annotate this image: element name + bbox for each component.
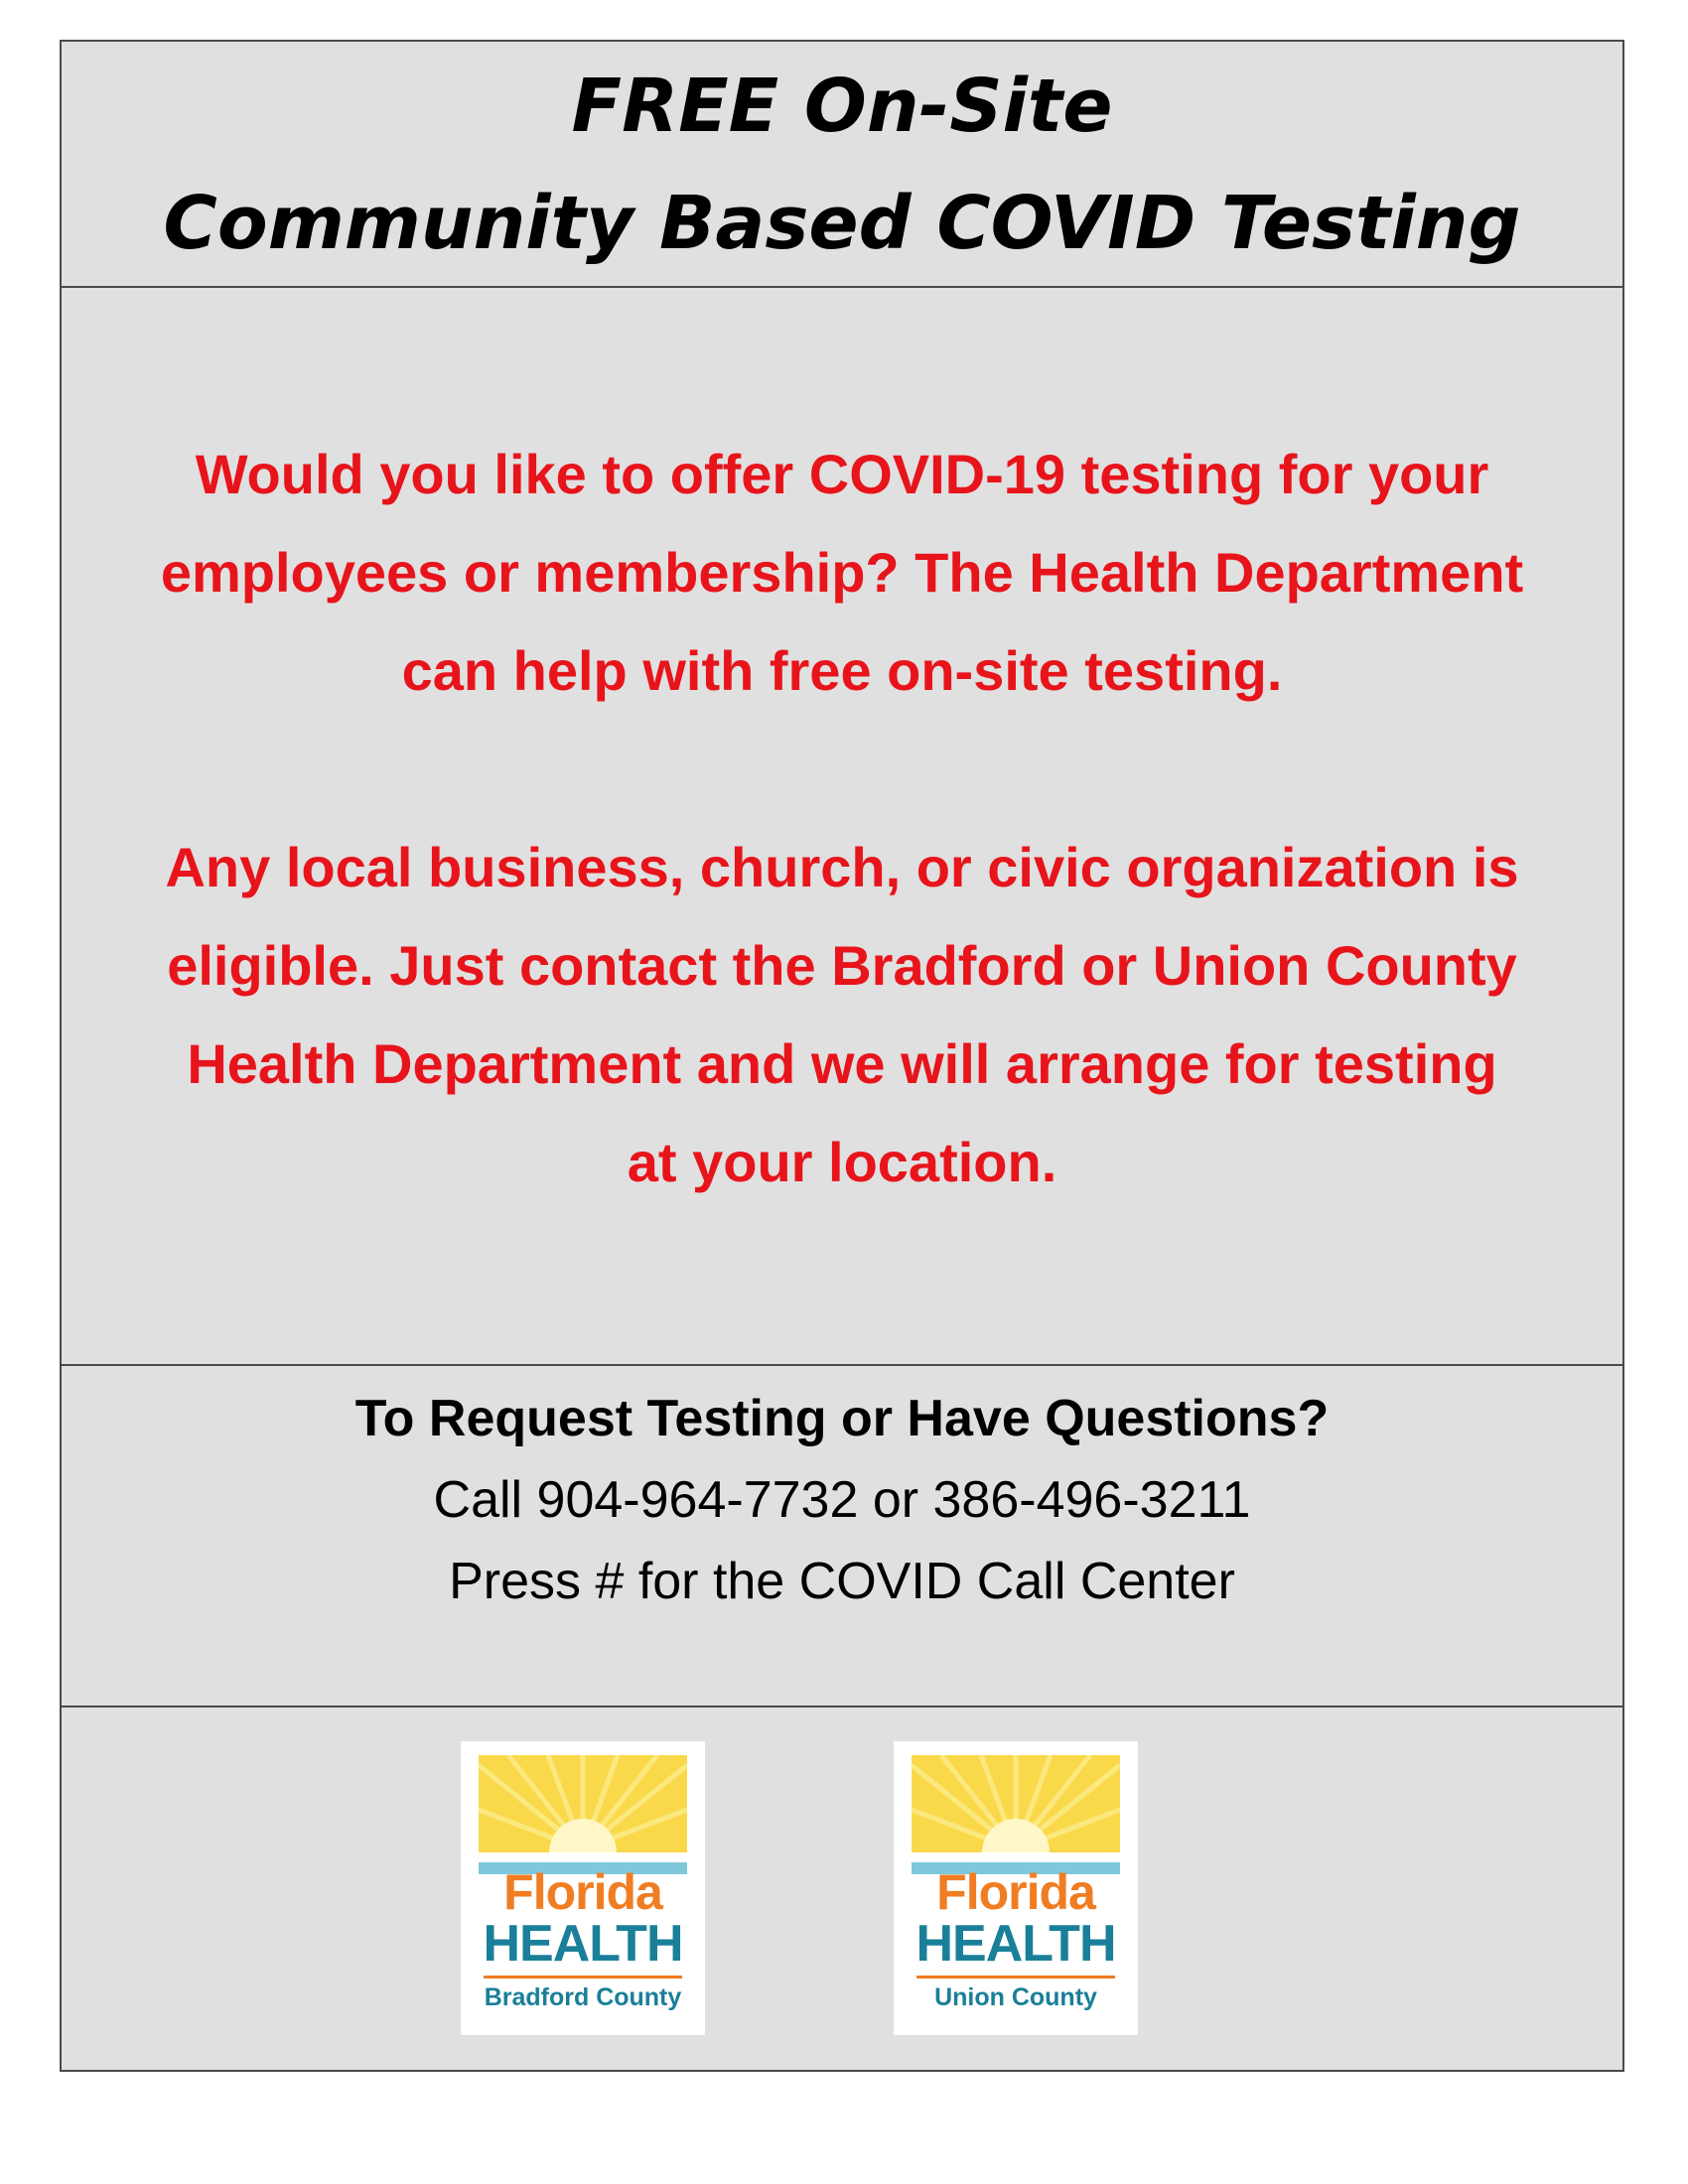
logos-section xyxy=(62,1707,1622,2070)
call-center-instruction: Press # for the COVID Call Center xyxy=(449,1553,1235,1610)
paragraph-eligibility xyxy=(101,818,1583,1211)
logo-divider xyxy=(484,1976,682,1979)
paragraph-1-line-3: can help with free on-site testing. xyxy=(401,639,1283,702)
phone-numbers: Call 904-964-7732 or 386-496-3211 xyxy=(433,1471,1251,1529)
logo-word-florida: Florida xyxy=(503,1864,662,1920)
paragraph-2-line-1: Any local business, church, or civic organization is xyxy=(165,836,1519,898)
body-text xyxy=(101,425,1583,1211)
contact-section xyxy=(62,1366,1622,1707)
page-title xyxy=(62,42,1622,282)
logo-county-name: Union County xyxy=(934,1983,1097,2011)
logo-word-florida: Florida xyxy=(936,1864,1095,1920)
contact-info xyxy=(62,1366,1622,1622)
title-line-1: FREE On-Site xyxy=(571,64,1113,149)
paragraph-2-line-4: at your location. xyxy=(627,1131,1057,1193)
logo-county-name: Bradford County xyxy=(484,1983,682,2011)
flyer xyxy=(60,40,1624,2072)
title-section xyxy=(62,42,1622,288)
title-line-2: Community Based COVID Testing xyxy=(163,181,1521,266)
florida-health-union-logo xyxy=(894,1741,1138,2035)
paragraph-2-line-3: Health Department and we will arrange for testing xyxy=(187,1032,1497,1095)
paragraph-2-line-2: eligible. Just contact the Bradford or Union County xyxy=(167,934,1517,997)
logo-word-health: HEALTH xyxy=(915,1915,1116,1973)
body-section xyxy=(62,288,1622,1366)
logo-divider xyxy=(916,1976,1115,1979)
paragraph-1-line-2: employees or membership? The Health Department xyxy=(160,541,1524,604)
logo-word-health: HEALTH xyxy=(483,1915,683,1973)
sunrise-icon xyxy=(912,1755,1120,1874)
paragraph-offer-testing xyxy=(101,425,1583,720)
paragraph-1-line-1: Would you like to offer COVID-19 testing for your xyxy=(195,443,1489,505)
sunrise-icon xyxy=(479,1755,687,1874)
florida-health-bradford-logo xyxy=(461,1741,705,2035)
contact-heading: To Request Testing or Have Questions? xyxy=(354,1390,1330,1447)
